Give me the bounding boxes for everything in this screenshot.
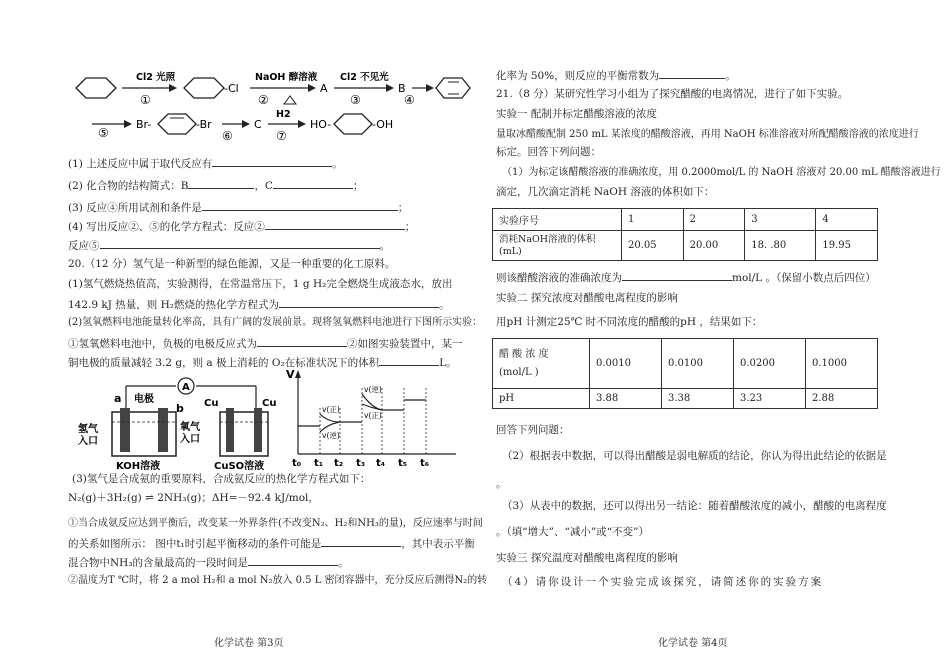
- q20-line9: ①当合成氨反应达到平衡后，改变某一外界条件(不改变N₂、H₂和NH₃的量)，反应速率与时间: [68, 518, 483, 529]
- table-cell: 0.0100: [662, 339, 734, 389]
- q19-line3: (3) 反应④所用试剂和条件是 ；: [68, 202, 409, 214]
- table-cell: 18. .80: [745, 231, 816, 261]
- q20-line1: 20.（12 分）氢气是一种新型的绿色能源，又是一种重要的化工原料。: [68, 258, 396, 270]
- q20-line4: (2)氢氧燃料电池能量转化率高，具有广阔的发展前景。现将氢氧燃料电池进行下图所示实验：: [68, 317, 483, 328]
- compound-b: B: [398, 82, 406, 95]
- label-cu2: Cu: [262, 398, 277, 409]
- q20-line10: 的关系如图所示： 图中t₁时引起平衡移动的条件可能是 ，其中表示平衡: [68, 538, 475, 550]
- table-cell: 0.0010: [590, 339, 662, 389]
- table-cell: 0.0200: [734, 339, 806, 389]
- table-cell: 20.05: [622, 231, 684, 261]
- step6-number: ⑥: [222, 129, 233, 143]
- step2-number: ②: [258, 93, 269, 107]
- label-cu1: Cu: [204, 398, 219, 409]
- q19-line5: 反应⑤ 。: [68, 240, 390, 252]
- table-cell: 0.1000: [806, 339, 878, 389]
- step7-number: ⑦: [276, 129, 287, 143]
- cuso4-label: CuSO溶液: [214, 461, 265, 472]
- cyclohexanediol-ring: [334, 114, 372, 134]
- chlorocyclohexane-ring: [184, 78, 224, 98]
- gas2-label: 氧气: [180, 422, 200, 433]
- table-cell: 实验序号: [493, 209, 622, 231]
- step3-label: Cl2 不见光: [340, 72, 389, 83]
- dibromo-right: -Br: [196, 118, 212, 131]
- r-line6: 滴定，几次滴定消耗 NaOH 溶液的体积如下：: [496, 186, 715, 198]
- cyclohexadiene-ring: [436, 78, 470, 98]
- table-row: [493, 209, 878, 231]
- table-cell: 3: [745, 209, 816, 231]
- step1-number: ①: [140, 93, 151, 107]
- heat-triangle: [284, 96, 296, 104]
- label-v-forward-1: v(正): [322, 405, 340, 414]
- ph-table: [492, 338, 878, 409]
- right-footer: 化学试卷 第4页: [658, 638, 728, 649]
- tick-t0: t₀: [292, 458, 302, 468]
- table-cell: 2: [683, 209, 745, 231]
- q19-line1: (1) 上述反应中属于取代反应有 。: [68, 158, 343, 170]
- tick-t1: t₁: [314, 458, 324, 468]
- inlet2-label: 入口: [180, 434, 200, 445]
- table-cell: 消耗NaOH溶液的体积 (mL): [493, 231, 622, 261]
- tick-t2: t₂: [334, 458, 344, 468]
- label-a: a: [114, 392, 122, 405]
- step3-number: ③: [350, 93, 361, 107]
- table-cell: 4: [816, 209, 878, 231]
- dibromo-left: Br-: [136, 118, 152, 131]
- diol-left: HO-: [310, 118, 332, 131]
- cyclohexane-ring: [76, 78, 116, 98]
- q20-line3: 142.9 kJ 热量，则 H₂燃烧的热化学方程式为 。: [68, 299, 450, 311]
- table-cell: 20.00: [683, 231, 745, 261]
- step5-number: ⑤: [98, 126, 109, 140]
- table-cell: pH: [493, 389, 590, 409]
- r-line13: 。（填“增大”、“减小”或“不变”）: [496, 526, 649, 538]
- r-line8: 用pH 计测定25℃ 时不同浓度的醋酸的pH ，结果如下：: [496, 316, 763, 328]
- q20-line2: (1)氢气燃烧热值高，实验测得，在常温常压下，1 g H₂完全燃烧生成液态水，放出: [68, 278, 453, 290]
- r-line1: 化率为 50%，则反应的平衡常数为 。: [496, 70, 736, 82]
- exp3-title: 实验三 探究温度对醋酸电离程度的影响: [496, 552, 678, 564]
- r-line9: 回答下列问题：: [496, 424, 570, 436]
- table-cell: 2.88: [806, 389, 878, 409]
- chloro-group: -Cl: [224, 82, 239, 95]
- r-line4: 标定。回答下列问题：: [496, 146, 601, 158]
- r-line2: 21.（8 分）某研究性学习小组为了探究醋酸的电离情况，进行了如下实验。: [496, 88, 849, 100]
- label-v-reverse-1: v(逆): [322, 431, 340, 440]
- inlet1-label: 入口: [78, 436, 98, 447]
- q20-line6: 铜电极的质量减轻 3.2 g，则 a 极上消耗的 O₂在标准状况下的体积 L。: [68, 357, 457, 369]
- compound-c: C: [254, 118, 262, 131]
- label-v-reverse-2: v(逆): [364, 385, 382, 394]
- ammeter-label: A: [182, 382, 190, 393]
- diol-right: -OH: [372, 118, 394, 131]
- koh-label: KOH溶液: [116, 461, 161, 472]
- q19-line2: (2) 化合物的结构简式：B ，C ；: [68, 180, 364, 192]
- table-cell: 3.38: [662, 389, 734, 409]
- r-line5: （1）为标定该醋酸溶液的准确浓度，用 0.2000mol/L 的 NaOH 溶液对 20.00 mL 醋酸溶液进行: [502, 167, 941, 178]
- exp2-title: 实验二 探究浓度对醋酸电离程度的影响: [496, 292, 678, 304]
- electrode-label: 电极: [134, 394, 154, 405]
- q20-line11: 混合物中NH₃的含量最高的一段时间是 。: [68, 557, 349, 569]
- table-cell: 3.88: [590, 389, 662, 409]
- step2-label: NaOH 醇溶液: [255, 72, 318, 83]
- titration-table: [492, 208, 878, 261]
- compound-a: A: [320, 82, 328, 95]
- rate-time-graph: [286, 368, 466, 468]
- r-line14: （4）请你设计一个实验完成该探究，请简述你的实验方案: [502, 576, 824, 588]
- table-cell: 醋 酸 浓 度 (mol/L ): [493, 339, 590, 389]
- left-footer: 化学试卷 第3页: [214, 638, 284, 649]
- gas1-label: 氢气: [78, 424, 98, 435]
- q20-line5: ①氢氧燃料电池中，负极的电极反应式为 ②如图实验装置中，某一: [68, 338, 463, 350]
- q20-line7: (3)氢气是合成氨的重要原料，合成氨反应的热化学方程式如下：: [72, 473, 371, 485]
- exp1-title: 实验一 配制并标定醋酸溶液的浓度: [496, 108, 657, 120]
- tick-t5: t₅: [398, 458, 408, 468]
- step1-label: Cl2 光照: [136, 72, 176, 83]
- step7-label: H2: [276, 109, 291, 120]
- q19-line4: (4) 写出反应②、⑤的化学方程式：反应② ；: [68, 221, 416, 233]
- q20-line8: N₂(g)＋3H₂(g) ⇌ 2NH₃(g)；ΔH=－92.4 kJ/mol，: [68, 492, 319, 504]
- table-cell: 19.95: [816, 231, 878, 261]
- y-axis-label: V: [286, 368, 295, 381]
- tick-t3: t₃: [356, 458, 366, 468]
- r-line3: 量取冰醋酸配制 250 mL 某浓度的醋酸溶液，再用 NaOH 标准溶液对所配醋酸溶液的浓度进行: [496, 129, 919, 140]
- table-cell: 1: [622, 209, 684, 231]
- table-row: [493, 231, 878, 261]
- label-v-forward-2: v(正): [364, 411, 382, 420]
- table-row: [493, 339, 878, 389]
- tick-t4: t₄: [376, 458, 386, 468]
- electrolysis-apparatus: [76, 372, 286, 472]
- r-line11: 。: [496, 478, 507, 490]
- r-line7: 则该醋酸溶液的准确浓度为 mol/L 。（保留小数点后四位）: [496, 272, 876, 284]
- q20-line12: ②温度为T ℃时，将 2 a mol H₂和 a mol N₂放入 0.5 L 密闭容器中，充分反应后测得N₂的转: [68, 575, 488, 586]
- tick-t6: t₆: [420, 458, 430, 468]
- r-line10: （2）根据表中数据，可以得出醋酸是弱电解质的结论，你认为得出此结论的依据是: [502, 450, 887, 462]
- step4-number: ④: [404, 93, 415, 107]
- table-cell: 3.23: [734, 389, 806, 409]
- r-line12: （3）从表中的数据，还可以得出另一结论：随着醋酸浓度的减小，醋酸的电离程度: [502, 500, 887, 512]
- table-row: [493, 389, 878, 409]
- label-b: b: [176, 402, 184, 415]
- dibromocyclohexene-ring: [158, 114, 196, 134]
